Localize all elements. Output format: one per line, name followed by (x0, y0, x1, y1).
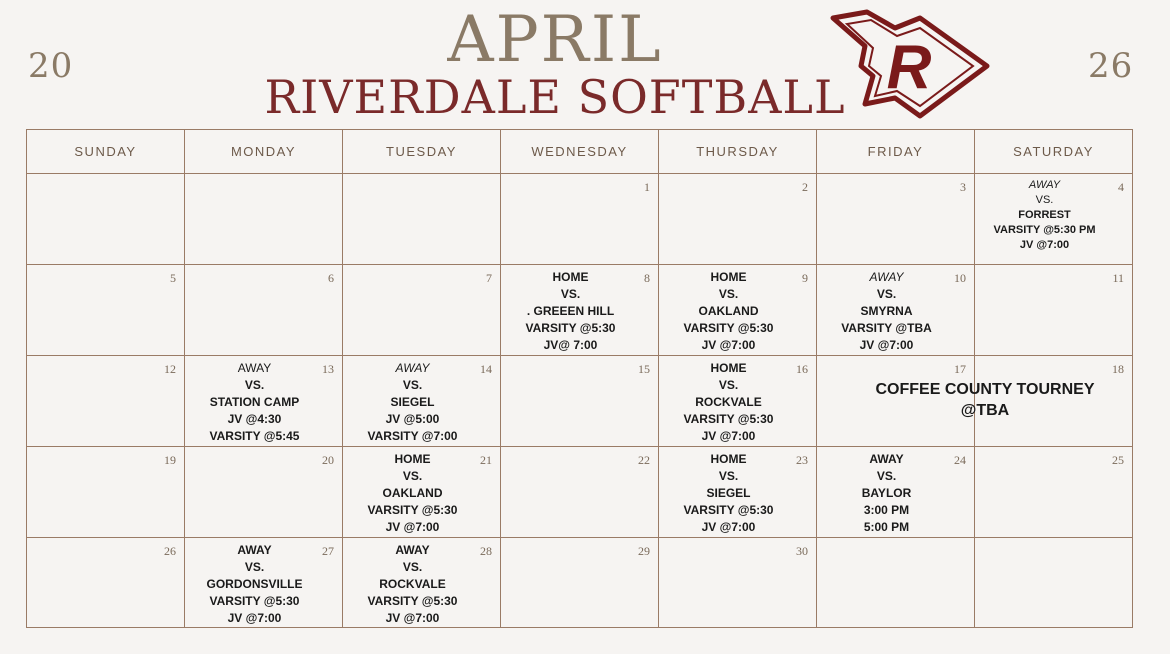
event-line: JV @7:00 (227, 611, 282, 625)
event-line: JV @7:00 (701, 520, 756, 534)
day-number: 6 (328, 271, 334, 285)
day-cell (343, 174, 501, 264)
event-line: VARSITY @TBA (841, 321, 932, 335)
day-number: 5 (170, 271, 176, 285)
day-cell (343, 265, 501, 355)
calendar-week (27, 174, 1132, 265)
day-cell (27, 356, 185, 446)
event-line: JV @7:00 (385, 520, 440, 534)
event-line: AWAY (869, 270, 904, 284)
event-line: AWAY (1028, 179, 1061, 191)
game-event (979, 178, 1110, 253)
event-line: BAYLOR (861, 486, 912, 500)
game-event (821, 451, 952, 536)
weekday-monday: MONDAY (185, 130, 343, 173)
day-cell (185, 538, 343, 628)
event-line: AWAY (237, 543, 272, 557)
event-line: VARSITY @5:30 (525, 321, 616, 335)
game-event (347, 451, 478, 536)
event-line: AWAY (395, 543, 430, 557)
day-cell (501, 265, 659, 355)
day-cell (343, 356, 501, 446)
day-cell (817, 265, 975, 355)
event-line: JV @7:00 (385, 611, 440, 625)
calendar-week (27, 447, 1132, 538)
day-number: 26 (164, 544, 176, 558)
event-line: VS. (244, 560, 265, 574)
event-line: VS. (402, 560, 423, 574)
event-line: 3:00 PM (863, 503, 910, 517)
weekday-header-row (27, 130, 1132, 174)
event-line: VARSITY @5:45 (209, 429, 300, 443)
event-line: VS. (718, 469, 739, 483)
day-cell (343, 538, 501, 628)
day-cell (27, 538, 185, 628)
event-line: JV @7:00 (701, 338, 756, 352)
day-number: 12 (164, 362, 176, 376)
day-cell (185, 447, 343, 537)
event-line: JV @7:00 (859, 338, 914, 352)
day-number: 22 (638, 453, 650, 467)
event-line: AWAY (395, 361, 430, 375)
event-line: SMYRNA (860, 304, 913, 318)
event-line: SIEGEL (390, 395, 435, 409)
event-line: JV @4:30 (227, 412, 282, 426)
event-line: HOME (394, 452, 431, 466)
event-line: OAKLAND (382, 486, 443, 500)
tourney-event (820, 379, 1150, 421)
day-number: 10 (954, 271, 966, 285)
day-number: 28 (480, 544, 492, 558)
event-line: VS. (402, 378, 423, 392)
event-line: HOME (710, 452, 747, 466)
day-number: 1 (644, 180, 650, 194)
day-number: 30 (796, 544, 808, 558)
event-line: JV@ 7:00 (543, 338, 598, 352)
day-cell (27, 174, 185, 264)
day-number: 4 (1118, 180, 1124, 194)
game-event (189, 542, 320, 627)
event-line: SIEGEL (706, 486, 751, 500)
event-line: VARSITY @5:30 (209, 594, 300, 608)
day-number: 18 (1112, 362, 1124, 376)
day-number: 23 (796, 453, 808, 467)
month-title: APRIL (447, 3, 663, 77)
event-line: . GREEEN HILL (526, 304, 615, 318)
day-cell (185, 265, 343, 355)
weekday-tuesday: TUESDAY (343, 130, 501, 173)
day-number: 11 (1112, 271, 1124, 285)
day-number: 15 (638, 362, 650, 376)
event-line: VS. (1035, 194, 1054, 206)
day-number: 20 (322, 453, 334, 467)
event-line: VS. (876, 469, 897, 483)
day-number: 13 (322, 362, 334, 376)
day-cell (27, 265, 185, 355)
weekday-wednesday: WEDNESDAY (501, 130, 659, 173)
game-event (663, 360, 794, 445)
event-line: VARSITY @5:30 (683, 321, 774, 335)
day-cell (501, 174, 659, 264)
event-line: HOME (552, 270, 589, 284)
day-cell (975, 447, 1132, 537)
day-number: 25 (1112, 453, 1124, 467)
weekday-friday: FRIDAY (817, 130, 975, 173)
day-number: 9 (802, 271, 808, 285)
event-line: VARSITY @5:30 (683, 503, 774, 517)
day-number: 27 (322, 544, 334, 558)
tourney-name: COFFEE COUNTY TOURNEY (875, 381, 1095, 398)
weekday-thursday: THURSDAY (659, 130, 817, 173)
event-line: VARSITY @5:30 (367, 594, 458, 608)
weekday-sunday: SUNDAY (27, 130, 185, 173)
day-number: 3 (960, 180, 966, 194)
event-line: VS. (244, 378, 265, 392)
day-number: 17 (954, 362, 966, 376)
game-event (663, 269, 794, 354)
day-number: 2 (802, 180, 808, 194)
day-cell (659, 447, 817, 537)
weekday-saturday: SATURDAY (1013, 144, 1094, 159)
event-line: OAKLAND (698, 304, 759, 318)
day-cell (817, 538, 975, 628)
event-line: JV @7:00 (701, 429, 756, 443)
year-prefix: 20 (28, 46, 74, 86)
event-line: VARSITY @5:30 PM (993, 224, 1096, 236)
day-cell (501, 538, 659, 628)
calendar-title: RIVERDALE SOFTBALL (264, 70, 846, 124)
game-event (189, 360, 320, 445)
day-number: 14 (480, 362, 492, 376)
event-line: AWAY (869, 452, 904, 466)
day-cell (185, 356, 343, 446)
day-cell (185, 174, 343, 264)
year-suffix: 26 (1088, 46, 1134, 86)
day-cell (659, 174, 817, 264)
day-number: 16 (796, 362, 808, 376)
tourney-time: @TBA (960, 402, 1010, 419)
day-cell (975, 174, 1132, 264)
game-event (505, 269, 636, 354)
day-number: 19 (164, 453, 176, 467)
calendar-week (27, 265, 1132, 356)
arrowhead-logo-icon (825, 6, 990, 121)
event-line: VS. (876, 287, 897, 301)
event-line: HOME (710, 270, 747, 284)
day-number: 8 (644, 271, 650, 285)
event-line: GORDONSVILLE (206, 577, 303, 591)
game-event (821, 269, 952, 354)
logo-letter: R (886, 33, 932, 102)
day-cell (975, 265, 1132, 355)
game-event (663, 451, 794, 536)
day-cell (343, 447, 501, 537)
event-line: 5:00 PM (863, 520, 910, 534)
event-line: ROCKVALE (695, 395, 762, 409)
day-cell (501, 356, 659, 446)
day-cell (659, 356, 817, 446)
event-line: JV @7:00 (1019, 239, 1070, 251)
day-cell (659, 538, 817, 628)
game-event (347, 360, 478, 445)
day-cell (659, 265, 817, 355)
event-line: VS. (718, 287, 739, 301)
event-line: FORREST (1018, 209, 1071, 221)
event-line: ROCKVALE (379, 577, 446, 591)
event-line: VS. (560, 287, 581, 301)
event-line: AWAY (237, 361, 272, 375)
event-line: VARSITY @7:00 (367, 429, 458, 443)
event-line: HOME (710, 361, 747, 375)
day-cell (975, 538, 1132, 628)
day-number: 29 (638, 544, 650, 558)
day-cell (27, 447, 185, 537)
day-cell (817, 174, 975, 264)
calendar-week (27, 538, 1132, 628)
day-cell (501, 447, 659, 537)
event-line: VS. (718, 378, 739, 392)
event-line: VS. (402, 469, 423, 483)
event-line: STATION CAMP (209, 395, 300, 409)
day-number: 7 (486, 271, 492, 285)
event-line: JV @5:00 (385, 412, 440, 426)
event-line: VARSITY @5:30 (367, 503, 458, 517)
day-number: 24 (954, 453, 966, 467)
day-number: 21 (480, 453, 492, 467)
day-cell (817, 447, 975, 537)
event-line: VARSITY @5:30 (683, 412, 774, 426)
game-event (347, 542, 478, 627)
